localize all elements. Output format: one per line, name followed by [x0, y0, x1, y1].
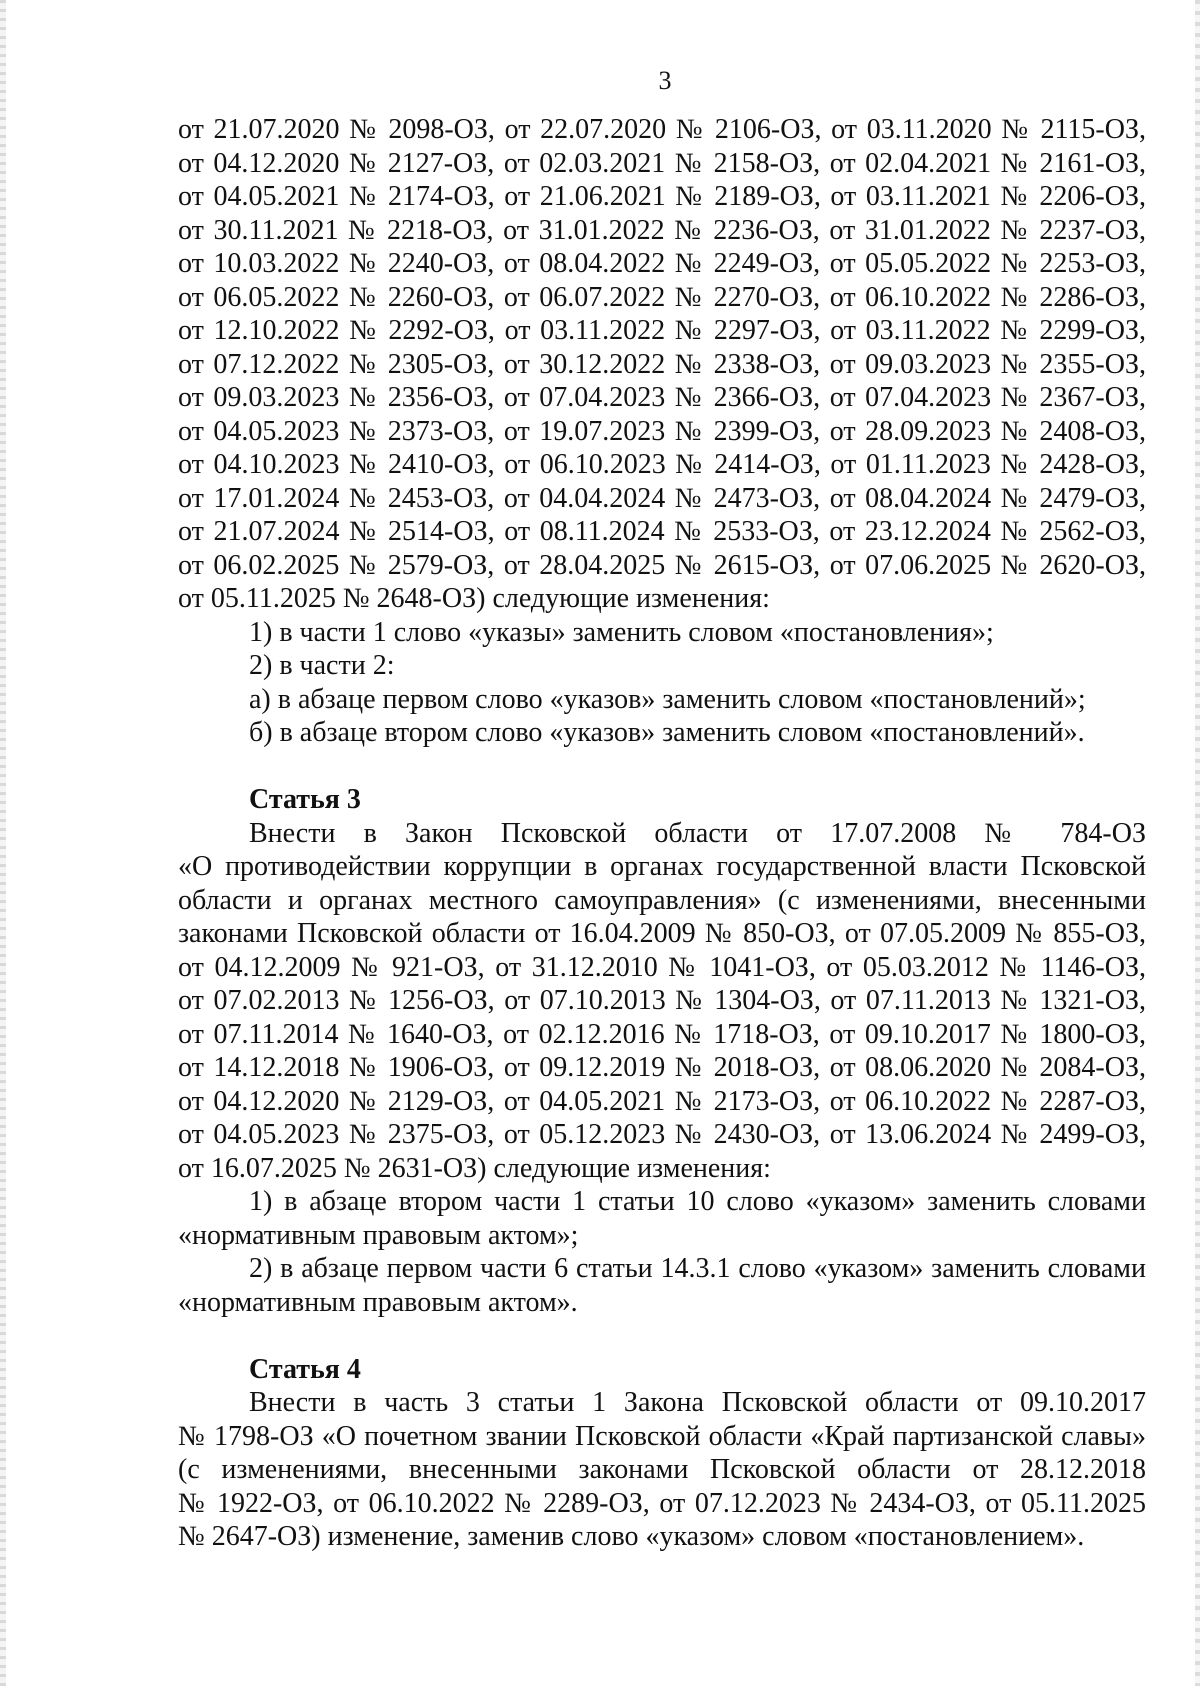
list-item: 2) в части 2: [249, 650, 395, 681]
text-line: области и органах местного самоуправления» (с изменениями, внесенными [178, 884, 1146, 916]
text-line: от 21.07.2024 № 2514-ОЗ, от 08.11.2024 № 2533-ОЗ, от 23.12.2024 № 2562-ОЗ, [178, 516, 1146, 547]
list-item: 1) в части 1 слово «указы» заменить словом «постановления»; [249, 616, 994, 648]
text-line: № 2647-ОЗ) изменение, заменив слово «указом» словом «постановлением». [178, 1521, 1085, 1552]
text-line: от 07.11.2014 № 1640-ОЗ, от 02.12.2016 № 1718-ОЗ, от 09.10.2017 № 1800-ОЗ, [178, 1018, 1146, 1050]
list-item-continuation: «нормативным правовым актом»; [178, 1219, 579, 1251]
text-line: от 04.05.2023 № 2375-ОЗ, от 05.12.2023 № 2430-ОЗ, от 13.06.2024 № 2499-ОЗ, [178, 1119, 1146, 1150]
text-line: от 21.07.2020 № 2098-ОЗ, от 22.07.2020 № 2106-ОЗ, от 03.11.2020 № 2115-ОЗ, [178, 114, 1146, 145]
paragraph-gap [178, 1319, 1146, 1353]
scan-edge-right [1195, 0, 1200, 1686]
article-3-heading: Статья 3 [249, 784, 361, 815]
text-line: от 16.07.2025 № 2631-ОЗ) следующие изменения: [178, 1152, 771, 1184]
text-line: от 04.05.2021 № 2174-ОЗ, от 21.06.2021 № 2189-ОЗ, от 03.11.2021 № 2206-ОЗ, [178, 181, 1146, 212]
document-body [178, 113, 1146, 1554]
text-line: от 06.05.2022 № 2260-ОЗ, от 06.07.2022 № 2270-ОЗ, от 06.10.2022 № 2286-ОЗ, [178, 281, 1146, 313]
list-item: 1) в абзаце втором части 1 статьи 10 слово «указом» заменить словами [249, 1186, 1146, 1217]
text-line: законами Псковской области от 16.04.2009 № 850-ОЗ, от 07.05.2009 № 855-ОЗ, [178, 918, 1146, 949]
list-item: б) в абзаце втором слово «указов» заменить словом «постановлений». [249, 717, 1085, 748]
text-line: от 09.03.2023 № 2356-ОЗ, от 07.04.2023 № 2366-ОЗ, от 07.04.2023 № 2367-ОЗ, [178, 382, 1146, 413]
text-line: от 04.12.2009 № 921-ОЗ, от 31.12.2010 № 1041-ОЗ, от 05.03.2012 № 1146-ОЗ, [178, 951, 1146, 983]
text-line: Внести в часть 3 статьи 1 Закона Псковской области от 09.10.2017 [249, 1387, 1146, 1418]
list-item: 2) в абзаце первом части 6 статьи 14.3.1 слово «указом» заменить словами [249, 1253, 1146, 1284]
text-line: от 04.12.2020 № 2129-ОЗ, от 04.05.2021 № 2173-ОЗ, от 06.10.2022 № 2287-ОЗ, [178, 1085, 1146, 1117]
list-item: а) в абзаце первом слово «указов» заменить словом «постановлений»; [249, 683, 1086, 715]
article-4-heading: Статья 4 [249, 1353, 361, 1385]
list-item-continuation: «нормативным правовым актом». [178, 1286, 578, 1318]
text-line: от 04.12.2020 № 2127-ОЗ, от 02.03.2021 № 2158-ОЗ, от 02.04.2021 № 2161-ОЗ, [178, 147, 1146, 179]
text-line: № 1798-ОЗ «О почетном звании Псковской области «Край партизанской славы» [178, 1420, 1146, 1452]
text-line: Внести в Закон Псковской области от 17.07.2008 № 784-ОЗ [249, 817, 1146, 849]
text-line: от 07.12.2022 № 2305-ОЗ, от 30.12.2022 № 2338-ОЗ, от 09.03.2023 № 2355-ОЗ, [178, 348, 1146, 380]
text-line: от 04.10.2023 № 2410-ОЗ, от 06.10.2023 № 2414-ОЗ, от 01.11.2023 № 2428-ОЗ, [178, 449, 1146, 480]
text-line: от 30.11.2021 № 2218-ОЗ, от 31.01.2022 № 2236-ОЗ, от 31.01.2022 № 2237-ОЗ, [178, 214, 1146, 246]
paragraph-gap [178, 750, 1146, 784]
text-line: от 12.10.2022 № 2292-ОЗ, от 03.11.2022 № 2297-ОЗ, от 03.11.2022 № 2299-ОЗ, [178, 315, 1146, 346]
text-line: от 07.02.2013 № 1256-ОЗ, от 07.10.2013 № 1304-ОЗ, от 07.11.2013 № 1321-ОЗ, [178, 985, 1146, 1016]
text-line: от 05.11.2025 № 2648-ОЗ) следующие изменения: [178, 583, 770, 614]
text-line: от 04.05.2023 № 2373-ОЗ, от 19.07.2023 № 2399-ОЗ, от 28.09.2023 № 2408-ОЗ, [178, 415, 1146, 447]
text-line: от 14.12.2018 № 1906-ОЗ, от 09.12.2019 № 2018-ОЗ, от 08.06.2020 № 2084-ОЗ, [178, 1052, 1146, 1083]
text-line: от 06.02.2025 № 2579-ОЗ, от 28.04.2025 № 2615-ОЗ, от 07.06.2025 № 2620-ОЗ, [178, 549, 1146, 581]
scan-edge-left [0, 0, 6, 1686]
page-number: 3 [658, 66, 672, 95]
text-line: от 10.03.2022 № 2240-ОЗ, от 08.04.2022 № 2249-ОЗ, от 05.05.2022 № 2253-ОЗ, [178, 248, 1146, 279]
text-line: «О противодействии коррупции в органах государственной власти Псковской [178, 851, 1146, 882]
text-line: (с изменениями, внесенными законами Псковской области от 28.12.2018 [178, 1454, 1146, 1485]
text-line: № 1922-ОЗ, от 06.10.2022 № 2289-ОЗ, от 07.12.2023 № 2434-ОЗ, от 05.11.2025 [178, 1487, 1146, 1519]
text-line: от 17.01.2024 № 2453-ОЗ, от 04.04.2024 № 2473-ОЗ, от 08.04.2024 № 2479-ОЗ, [178, 482, 1146, 514]
